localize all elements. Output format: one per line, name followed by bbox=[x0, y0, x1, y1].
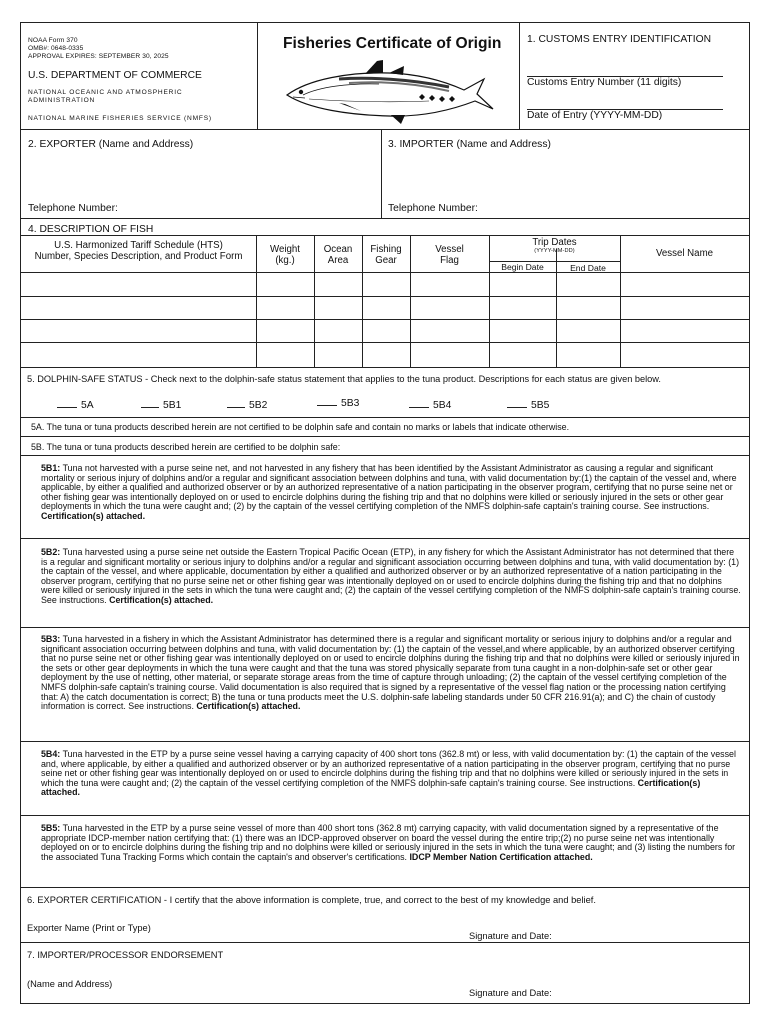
col-begin-date-header: Begin Date bbox=[501, 262, 544, 272]
statement-5b: 5B. The tuna or tuna products described herein are certified to be dolphin safe: bbox=[31, 442, 341, 452]
statement-5b3: 5B3: Tuna harvested in a fishery in which the Assistant Administrator has determined there is a regular and significant mortality or serious injury to dolphins and/or a regular and significant association occurring between dolphins and tuna, with valid documentation by: (1) the captain of the vessel,and where applicable, by an authorized observer certifying that no purse seine net or other fishing gear was intentionally deployed on or used to encircle dolphins during the fishing trip and that no dolphins were killed or seriously injured in the sets or other gear deployments in which the tuna were caught and that the tuna was stored physically separate from tuna caught in a non-dolphin-safe set or other gear deployment by the use of netting, other material, or separate storage areas from the time of capture through unloading; (2) the captain of the vessel certifying completion of the NMFS dolphin-safe captain's training course. Valid documentation is also required that is signed by a representative of the vessel flag nation or the processing nation certifying that: A) the catch documentation is correct; B) the tuna or tuna products meet the U.S. dolphin-safe labeling standards under 50 CFR 216.91(a); and C) the chain of custody information is correct. See instructions. Certification(s) attached. bbox=[41, 634, 740, 712]
table-row[interactable] bbox=[21, 319, 749, 342]
option-5b2[interactable]: 5B2 bbox=[227, 397, 267, 411]
col-gear-header: Fishing Gear bbox=[370, 244, 402, 266]
option-5b3[interactable]: 5B3 bbox=[317, 395, 359, 409]
exporter-signature-field[interactable] bbox=[566, 921, 736, 939]
customs-entry-number-label: Customs Entry Number (11 digits) bbox=[527, 77, 682, 88]
importer-label: 3. IMPORTER (Name and Address) bbox=[388, 139, 551, 150]
importer-name-label: (Name and Address) bbox=[27, 979, 113, 989]
col-hts-header: U.S. Harmonized Tariff Schedule (HTS) Number, Species Description, and Product Form bbox=[34, 240, 243, 262]
importer-signature-field[interactable] bbox=[566, 978, 736, 996]
importer-name-field[interactable] bbox=[141, 969, 451, 987]
exporter-signature-label: Signature and Date: bbox=[469, 931, 552, 941]
statement-5b2: 5B2: Tuna harvested using a purse seine net outside the Eastern Tropical Pacific Ocean (ETP), in any fishery for which the Assistant Administrator has not determined that there is a regular and significant mortality or serious injury to dolphins and/or a regular and significant association occurring between dolphins and tuna, with valid documentation by: (1) the captain of the vessel, and where applicable, documentation by either a qualified and authorized observer or by an authorized representative of a nation participating in the observer program, certifying that no purse seine net or other fishing gear was intentionally deployed on or used to encircle dolphins during the fishing trip and that no dolphins were killed or seriously injured in the sets in which the tuna were caught and; (2) the captain of the vessel certifying completion of the NMFS dolphin-safe captain's training course. See instructions. Certification(s) attached. bbox=[41, 547, 741, 605]
importer-field[interactable] bbox=[385, 153, 745, 201]
col-ocean-header: Ocean Area bbox=[323, 244, 353, 266]
exporter-name-field[interactable] bbox=[171, 913, 451, 931]
customs-heading: 1. CUSTOMS ENTRY IDENTIFICATION bbox=[527, 34, 712, 45]
table-row[interactable] bbox=[21, 296, 749, 319]
col-weight-header: Weight (kg.) bbox=[270, 244, 300, 266]
statement-5a: 5A. The tuna or tuna products described herein are not certified to be dolphin safe and contain no marks or labels that indicate otherwise. bbox=[31, 422, 570, 432]
entry-date-label: Date of Entry (YYYY-MM-DD) bbox=[527, 110, 663, 121]
col-vessel-name-header: Vessel Name bbox=[655, 248, 714, 259]
exporter-label: 2. EXPORTER (Name and Address) bbox=[28, 139, 194, 150]
dolphin-safe-heading: 5. DOLPHIN-SAFE STATUS - Check next to the dolphin-safe status statement that applies to the tuna product. Descriptions for each status are given below. bbox=[27, 374, 661, 384]
agency-name: NATIONAL OCEANIC AND ATMOSPHERIC ADMINISTRATION bbox=[28, 89, 183, 104]
statement-5b5: 5B5: Tuna harvested in the ETP by a purse seine vessel of more than 400 short tons (362.8 mt) carrying capacity, with valid documentation signed by a representative of the appropriate IDCP-member nation certifying that: (1) there was an IDCP-approved observer on board the vessel during the entire trip;(2) no purse seine net was intentionally deployed on or to encircle dolphins during the fishing trip and no dolphins were killed or seriously injured in the sets in which the tuna were caught; and (3) listing the numbers for the associated Tuna Tracking Forms which contain the captain's and observer's certifications. IDCP Member Nation Certification attached. bbox=[41, 823, 736, 862]
exporter-field[interactable] bbox=[25, 153, 375, 201]
table-row[interactable] bbox=[21, 272, 749, 296]
exporter-phone-label: Telephone Number: bbox=[28, 203, 118, 214]
option-5b4[interactable]: 5B4 bbox=[409, 397, 451, 411]
approval-expiry: APPROVAL EXPIRES: SEPTEMBER 30, 2025 bbox=[28, 53, 169, 60]
form-number: NOAA Form 370 bbox=[28, 37, 78, 44]
omb-number: OMB#: 0648-0335 bbox=[28, 45, 84, 52]
page-title: Fisheries Certificate of Origin bbox=[283, 35, 502, 52]
certificate-form bbox=[20, 22, 750, 1004]
service-name: NATIONAL MARINE FISHERIES SERVICE (NMFS) bbox=[28, 115, 212, 122]
importer-signature-label: Signature and Date: bbox=[469, 988, 552, 998]
entry-date-field[interactable] bbox=[527, 91, 723, 108]
exporter-name-label: Exporter Name (Print or Type) bbox=[27, 923, 151, 933]
importer-endorsement-heading: 7. IMPORTER/PROCESSOR ENDORSEMENT bbox=[27, 950, 224, 960]
option-5b1[interactable]: 5B1 bbox=[141, 397, 181, 411]
customs-entry-number-field[interactable] bbox=[527, 59, 723, 75]
tuna-fish-icon bbox=[279, 57, 501, 127]
col-flag-header: Vessel Flag bbox=[435, 244, 464, 266]
col-trip-header: Trip Dates (YYYY-MM-DD) bbox=[532, 237, 577, 254]
department-name: U.S. DEPARTMENT OF COMMERCE bbox=[28, 70, 202, 81]
table-row[interactable] bbox=[21, 342, 749, 367]
exporter-cert-heading: 6. EXPORTER CERTIFICATION - I certify that the above information is complete, true, and correct to the best of my knowledge and belief. bbox=[27, 895, 596, 905]
col-end-date-header: End Date bbox=[570, 263, 606, 273]
importer-phone-label: Telephone Number: bbox=[388, 203, 478, 214]
option-5a[interactable]: 5A bbox=[57, 397, 94, 411]
statement-5b4: 5B4: Tuna harvested in the ETP by a purse seine vessel having a carrying capacity of 400 short tons (362.8 mt) or less, with valid documentation by: (1) the captain of the vessel and, where applicable, by either a qualified and authorized observer or by an authorized representative of a nation participating in the observer program, certifying that no purse seine net or other fishing gear was intentionally deployed on or used to encircle dolphins during the fishing trip and that no dolphins were killed or seriously injured in the sets in which the tuna were caught and; (2) the captain of the vessel certifying completion of the NMFS dolphin-safe captain's training course. See instructions. Certification(s) attached. bbox=[41, 749, 736, 798]
option-5b5[interactable]: 5B5 bbox=[507, 397, 549, 411]
fish-heading: 4. DESCRIPTION OF FISH bbox=[28, 224, 154, 235]
statement-5b1: 5B1: Tuna not harvested with a purse seine net, and not harvested in any fishery that has been identified by the Assistant Administrator as causing a regular and significant mortality or serious injury of dolphins and/or a regular and significant association between dolphins and tuna, with valid documentation by:(1) the captain of the vessel and, where applicable, by either a qualified and authorized observer or by an authorized representative of a nation participating in the observer program, certifying that no purse seine net or other fishing gear was intentionally deployed on or used to encircle dolphins during the fishing trip and that no dolphins were killed or seriously injured in the sets or other gear deployments in which the tuna were caught and; (2) by the captain of the vessel certifying completion of the NMFS dolphin-safe captain's training course. See instructions. Certification(s) attached. bbox=[41, 463, 737, 521]
